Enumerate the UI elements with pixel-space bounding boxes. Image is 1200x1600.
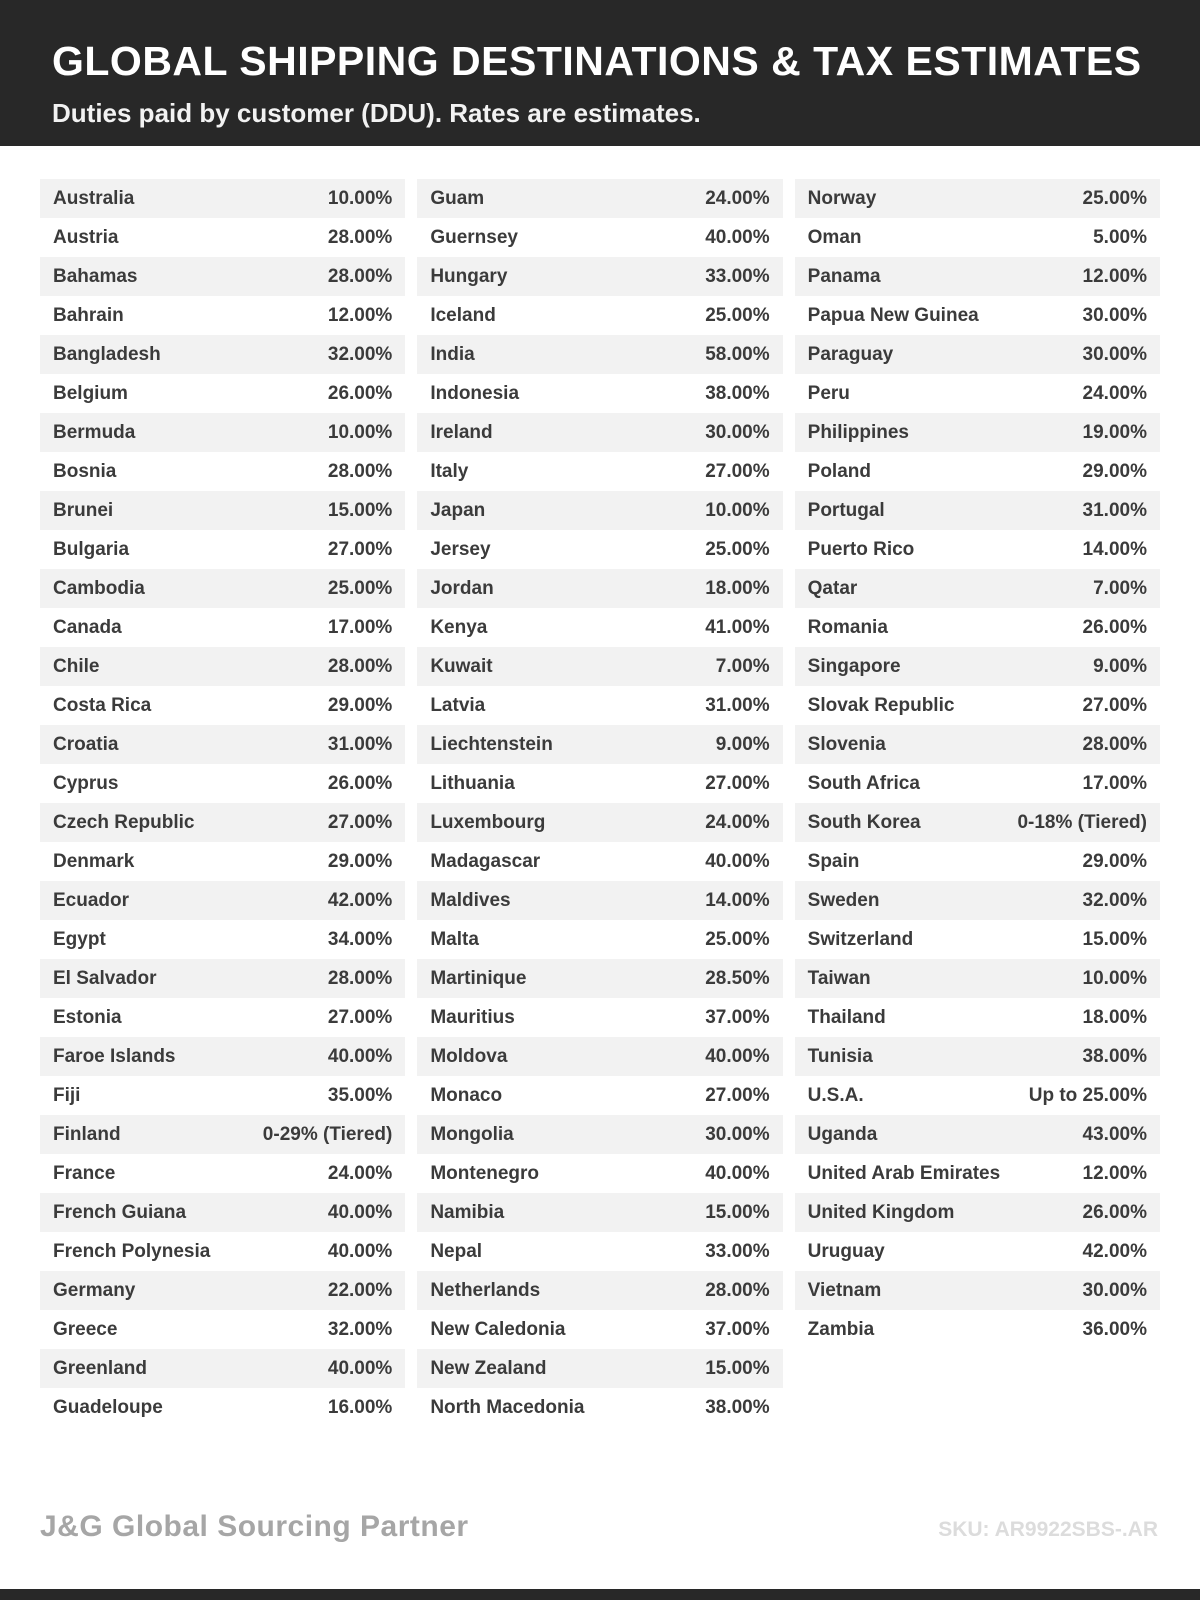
table-column-3 — [795, 179, 1160, 1349]
table-row — [417, 1076, 782, 1115]
country-name: French Guiana — [53, 1201, 187, 1223]
tax-rate: 9.00% — [1093, 655, 1147, 677]
tax-rate: 16.00% — [327, 1396, 393, 1418]
table-column-2 — [417, 179, 782, 1427]
tax-rate: 30.00% — [705, 421, 770, 443]
tax-rate: 19.00% — [1082, 421, 1147, 443]
tax-rate: 25.00% — [327, 577, 393, 599]
tax-rate: 0-18% (Tiered) — [1017, 811, 1147, 833]
tax-rate: 30.00% — [705, 1123, 770, 1145]
footer-sku: SKU: AR9922SBS-.AR — [938, 1518, 1158, 1541]
table-row — [417, 920, 782, 959]
tax-rate-table — [0, 146, 1200, 1427]
country-name: Bangladesh — [53, 343, 161, 365]
tax-rate: 28.50% — [705, 967, 770, 989]
table-row — [40, 1076, 405, 1115]
tax-rate: 18.00% — [1082, 1006, 1147, 1028]
tax-rate: 24.00% — [705, 811, 770, 833]
table-row — [795, 296, 1160, 335]
country-name: Greece — [53, 1318, 118, 1340]
table-row — [795, 647, 1160, 686]
tax-rate: 28.00% — [327, 226, 393, 248]
table-row — [40, 764, 405, 803]
tax-rate: 40.00% — [705, 226, 770, 248]
country-name: Iceland — [430, 304, 496, 326]
country-name: Cyprus — [53, 772, 119, 794]
table-row — [40, 725, 405, 764]
country-name: Latvia — [430, 694, 486, 716]
tax-rate: 10.00% — [1082, 967, 1147, 989]
country-name: El Salvador — [53, 967, 157, 989]
country-name: Bahrain — [53, 304, 124, 326]
table-row — [40, 608, 405, 647]
country-name: Lithuania — [430, 772, 515, 794]
country-name: French Polynesia — [53, 1240, 211, 1262]
table-row — [795, 257, 1160, 296]
tax-rate: 15.00% — [705, 1201, 770, 1223]
country-name: Portugal — [807, 499, 885, 521]
tax-rate: 38.00% — [705, 1396, 770, 1418]
tax-rate: 26.00% — [327, 382, 393, 404]
tax-rate: 15.00% — [1082, 928, 1147, 950]
tax-rate: 29.00% — [327, 694, 393, 716]
table-row — [795, 686, 1160, 725]
country-name: New Caledonia — [430, 1318, 566, 1340]
country-name: Uruguay — [807, 1240, 885, 1262]
table-row — [417, 374, 782, 413]
tax-rate: 9.00% — [715, 733, 770, 755]
country-name: Egypt — [53, 928, 106, 950]
country-name: Guernsey — [430, 226, 518, 248]
country-name: Hungary — [430, 265, 508, 287]
tax-rate: 7.00% — [1093, 577, 1147, 599]
tax-rate: 5.00% — [1093, 226, 1147, 248]
table-row — [417, 335, 782, 374]
tax-rate: 14.00% — [705, 889, 770, 911]
tax-rate: 31.00% — [327, 733, 393, 755]
country-name: Brunei — [53, 499, 114, 521]
table-row — [417, 764, 782, 803]
tax-rate: 30.00% — [1082, 304, 1147, 326]
tax-rate: 26.00% — [1082, 616, 1147, 638]
tax-rate: 58.00% — [705, 343, 770, 365]
table-row — [417, 491, 782, 530]
country-name: Bosnia — [53, 460, 117, 482]
table-row — [417, 1388, 782, 1427]
country-name: Guam — [430, 187, 485, 209]
tax-rate: 40.00% — [705, 1045, 770, 1067]
table-row — [795, 413, 1160, 452]
tax-rate: 0-29% (Tiered) — [262, 1123, 393, 1145]
tax-rate: 17.00% — [1082, 772, 1147, 794]
tax-rate: 27.00% — [327, 811, 393, 833]
country-name: Peru — [807, 382, 850, 404]
tax-rate: 32.00% — [327, 1318, 393, 1340]
table-row — [40, 1037, 405, 1076]
tax-rate: 28.00% — [327, 265, 393, 287]
country-name: Denmark — [53, 850, 135, 872]
country-name: Canada — [53, 616, 122, 638]
country-name: New Zealand — [430, 1357, 547, 1379]
tax-rate: 10.00% — [327, 187, 393, 209]
tax-rate: 25.00% — [705, 928, 770, 950]
table-row — [40, 1232, 405, 1271]
tax-rate: 40.00% — [327, 1045, 393, 1067]
tax-rate: 38.00% — [1082, 1045, 1147, 1067]
tax-rate: 28.00% — [705, 1279, 770, 1301]
tax-rate: 42.00% — [327, 889, 393, 911]
table-row — [417, 647, 782, 686]
page-header — [0, 0, 1200, 146]
table-row — [417, 998, 782, 1037]
table-row — [795, 998, 1160, 1037]
country-name: Japan — [430, 499, 486, 521]
tax-rate: 18.00% — [705, 577, 770, 599]
country-name: Martinique — [430, 967, 527, 989]
country-name: Costa Rica — [53, 694, 152, 716]
country-name: Spain — [807, 850, 860, 872]
country-name: Czech Republic — [53, 811, 195, 833]
table-row — [417, 1154, 782, 1193]
table-row — [795, 1115, 1160, 1154]
country-name: Netherlands — [430, 1279, 541, 1301]
country-name: Uganda — [807, 1123, 878, 1145]
table-row — [40, 1388, 405, 1427]
tax-rate: 32.00% — [1082, 889, 1147, 911]
table-column-1 — [40, 179, 405, 1427]
table-row — [417, 179, 782, 218]
tax-rate: 27.00% — [1082, 694, 1147, 716]
table-row — [417, 296, 782, 335]
table-row — [795, 1154, 1160, 1193]
tax-rate: 24.00% — [705, 187, 770, 209]
country-name: Ecuador — [53, 889, 130, 911]
country-name: Panama — [807, 265, 881, 287]
table-row — [40, 1271, 405, 1310]
country-name: Italy — [430, 460, 469, 482]
country-name: Oman — [807, 226, 862, 248]
tax-rate: 31.00% — [705, 694, 770, 716]
country-name: North Macedonia — [430, 1396, 585, 1418]
tax-rate: 12.00% — [1082, 265, 1147, 287]
table-row — [795, 764, 1160, 803]
country-name: India — [430, 343, 475, 365]
tax-rate: 29.00% — [327, 850, 393, 872]
tax-rate: 32.00% — [327, 343, 393, 365]
country-name: Madagascar — [430, 850, 541, 872]
country-name: France — [53, 1162, 116, 1184]
tax-rate: 40.00% — [705, 1162, 770, 1184]
table-row — [417, 1193, 782, 1232]
table-row — [417, 569, 782, 608]
tax-rate: 26.00% — [1082, 1201, 1147, 1223]
tax-rate: 15.00% — [705, 1357, 770, 1379]
country-name: Tunisia — [807, 1045, 873, 1067]
tax-rate: 30.00% — [1082, 1279, 1147, 1301]
tax-rate: 15.00% — [327, 499, 393, 521]
table-row — [795, 608, 1160, 647]
country-name: Vietnam — [807, 1279, 882, 1301]
table-row — [417, 452, 782, 491]
tax-rate: 17.00% — [327, 616, 393, 638]
table-row — [417, 1310, 782, 1349]
table-row — [795, 842, 1160, 881]
table-row — [795, 491, 1160, 530]
table-row — [795, 1232, 1160, 1271]
table-row — [40, 491, 405, 530]
table-row — [40, 1349, 405, 1388]
country-name: United Kingdom — [807, 1201, 955, 1223]
country-name: Ireland — [430, 421, 493, 443]
table-row — [40, 1115, 405, 1154]
country-name: Papua New Guinea — [807, 304, 979, 326]
country-name: Slovak Republic — [807, 694, 955, 716]
country-name: Bermuda — [53, 421, 136, 443]
country-name: Liechtenstein — [430, 733, 553, 755]
tax-rate: 27.00% — [705, 460, 770, 482]
country-name: U.S.A. — [807, 1084, 864, 1106]
table-row — [795, 959, 1160, 998]
country-name: Guadeloupe — [53, 1396, 163, 1418]
country-name: Singapore — [807, 655, 901, 677]
country-name: Montenegro — [430, 1162, 540, 1184]
tax-rate: 28.00% — [327, 655, 393, 677]
country-name: Romania — [807, 616, 888, 638]
table-row — [40, 1310, 405, 1349]
tax-rate: 31.00% — [1082, 499, 1147, 521]
tax-rate: 27.00% — [705, 1084, 770, 1106]
table-row — [417, 881, 782, 920]
table-row — [40, 452, 405, 491]
country-name: Philippines — [807, 421, 910, 443]
country-name: Fiji — [53, 1084, 81, 1106]
country-name: Chile — [53, 655, 100, 677]
table-row — [417, 959, 782, 998]
tax-rate: 36.00% — [1082, 1318, 1147, 1340]
table-row — [795, 374, 1160, 413]
tax-rate: 10.00% — [705, 499, 770, 521]
country-name: Monaco — [430, 1084, 503, 1106]
tax-rate: 40.00% — [327, 1201, 393, 1223]
tax-rate: 25.00% — [1082, 187, 1147, 209]
tax-rate: 28.00% — [327, 460, 393, 482]
tax-rate: 14.00% — [1082, 538, 1147, 560]
table-row — [40, 803, 405, 842]
country-name: Kenya — [430, 616, 488, 638]
tax-rate: 25.00% — [705, 538, 770, 560]
country-name: Cambodia — [53, 577, 145, 599]
tax-rate: 22.00% — [327, 1279, 393, 1301]
table-row — [40, 1193, 405, 1232]
table-row — [40, 920, 405, 959]
country-name: Taiwan — [807, 967, 871, 989]
table-row — [40, 959, 405, 998]
table-row — [795, 335, 1160, 374]
tax-rate: 41.00% — [705, 616, 770, 638]
tax-rate: 42.00% — [1082, 1240, 1147, 1262]
country-name: Norway — [807, 187, 877, 209]
country-name: South Africa — [807, 772, 920, 794]
country-name: Sweden — [807, 889, 880, 911]
tax-rate: 37.00% — [705, 1318, 770, 1340]
tax-rate: 12.00% — [1082, 1162, 1147, 1184]
table-row — [417, 725, 782, 764]
table-row — [40, 413, 405, 452]
page-title: GLOBAL SHIPPING DESTINATIONS & TAX ESTIMATES — [52, 38, 1142, 84]
table-row — [795, 530, 1160, 569]
table-row — [795, 920, 1160, 959]
country-name: Greenland — [53, 1357, 147, 1379]
table-row — [40, 1154, 405, 1193]
table-row — [795, 218, 1160, 257]
tax-rate: 12.00% — [327, 304, 393, 326]
table-row — [795, 1193, 1160, 1232]
tax-rate: 40.00% — [327, 1240, 393, 1262]
country-name: Puerto Rico — [807, 538, 915, 560]
tax-rate: 27.00% — [705, 772, 770, 794]
table-row — [40, 296, 405, 335]
tax-rate: 27.00% — [327, 538, 393, 560]
table-row — [40, 530, 405, 569]
country-name: Australia — [53, 187, 135, 209]
table-row — [795, 803, 1160, 842]
table-row — [417, 686, 782, 725]
table-row — [40, 647, 405, 686]
table-row — [417, 1115, 782, 1154]
table-row — [417, 1349, 782, 1388]
country-name: Qatar — [807, 577, 858, 599]
tax-rate: 27.00% — [327, 1006, 393, 1028]
table-row — [417, 1232, 782, 1271]
footer-brand: J&G Global Sourcing Partner — [40, 1510, 469, 1543]
country-name: Zambia — [807, 1318, 875, 1340]
country-name: South Korea — [807, 811, 921, 833]
tax-rate: 25.00% — [705, 304, 770, 326]
tax-rate: 43.00% — [1082, 1123, 1147, 1145]
table-row — [40, 881, 405, 920]
country-name: Finland — [53, 1123, 121, 1145]
country-name: Namibia — [430, 1201, 505, 1223]
table-row — [417, 803, 782, 842]
tax-rate: 7.00% — [715, 655, 770, 677]
tax-rate: 33.00% — [705, 1240, 770, 1262]
country-name: Switzerland — [807, 928, 914, 950]
tax-rate: 10.00% — [327, 421, 393, 443]
table-row — [417, 530, 782, 569]
country-name: Moldova — [430, 1045, 508, 1067]
country-name: Austria — [53, 226, 119, 248]
table-row — [417, 608, 782, 647]
table-row — [795, 1310, 1160, 1349]
tax-rate: 24.00% — [327, 1162, 393, 1184]
tax-rate: 40.00% — [327, 1357, 393, 1379]
table-row — [795, 881, 1160, 920]
table-row — [795, 452, 1160, 491]
tax-rate: 29.00% — [1082, 460, 1147, 482]
table-row — [417, 842, 782, 881]
tax-rate: 38.00% — [705, 382, 770, 404]
table-row — [795, 725, 1160, 764]
table-row — [40, 179, 405, 218]
country-name: Malta — [430, 928, 479, 950]
country-name: United Arab Emirates — [807, 1162, 1001, 1184]
country-name: Belgium — [53, 382, 128, 404]
tax-rate: 28.00% — [327, 967, 393, 989]
table-row — [795, 569, 1160, 608]
tax-rate: 30.00% — [1082, 343, 1147, 365]
country-name: Thailand — [807, 1006, 886, 1028]
tax-rate: 37.00% — [705, 1006, 770, 1028]
table-row — [417, 413, 782, 452]
table-row — [40, 686, 405, 725]
table-row — [40, 374, 405, 413]
country-name: Nepal — [430, 1240, 483, 1262]
country-name: Faroe Islands — [53, 1045, 176, 1067]
tax-rate: 40.00% — [705, 850, 770, 872]
country-name: Bahamas — [53, 265, 138, 287]
table-row — [417, 218, 782, 257]
tax-rate: 26.00% — [327, 772, 393, 794]
country-name: Bulgaria — [53, 538, 130, 560]
table-row — [795, 1271, 1160, 1310]
tax-rate: 35.00% — [327, 1084, 393, 1106]
country-name: Estonia — [53, 1006, 122, 1028]
country-name: Poland — [807, 460, 871, 482]
table-row — [795, 179, 1160, 218]
tax-rate: 33.00% — [705, 265, 770, 287]
table-row — [40, 842, 405, 881]
country-name: Slovenia — [807, 733, 886, 755]
tax-rate: 24.00% — [1082, 382, 1147, 404]
table-row — [40, 998, 405, 1037]
table-row — [40, 257, 405, 296]
page-subtitle: Duties paid by customer (DDU). Rates are estimates. — [52, 98, 701, 128]
country-name: Luxembourg — [430, 811, 546, 833]
table-row — [40, 335, 405, 374]
country-name: Germany — [53, 1279, 136, 1301]
table-row — [417, 257, 782, 296]
country-name: Indonesia — [430, 382, 520, 404]
tax-rate: 34.00% — [327, 928, 393, 950]
table-row — [795, 1037, 1160, 1076]
country-name: Jersey — [430, 538, 491, 560]
bottom-bar — [0, 1589, 1200, 1600]
country-name: Croatia — [53, 733, 119, 755]
tax-rate: Up to 25.00% — [1028, 1084, 1147, 1106]
country-name: Paraguay — [807, 343, 894, 365]
country-name: Kuwait — [430, 655, 493, 677]
table-row — [795, 1076, 1160, 1115]
tax-rate: 28.00% — [1082, 733, 1147, 755]
table-row — [40, 569, 405, 608]
table-row — [40, 218, 405, 257]
tax-rate: 29.00% — [1082, 850, 1147, 872]
country-name: Jordan — [430, 577, 494, 599]
table-row — [417, 1271, 782, 1310]
country-name: Mongolia — [430, 1123, 514, 1145]
table-row — [417, 1037, 782, 1076]
country-name: Maldives — [430, 889, 511, 911]
country-name: Mauritius — [430, 1006, 515, 1028]
